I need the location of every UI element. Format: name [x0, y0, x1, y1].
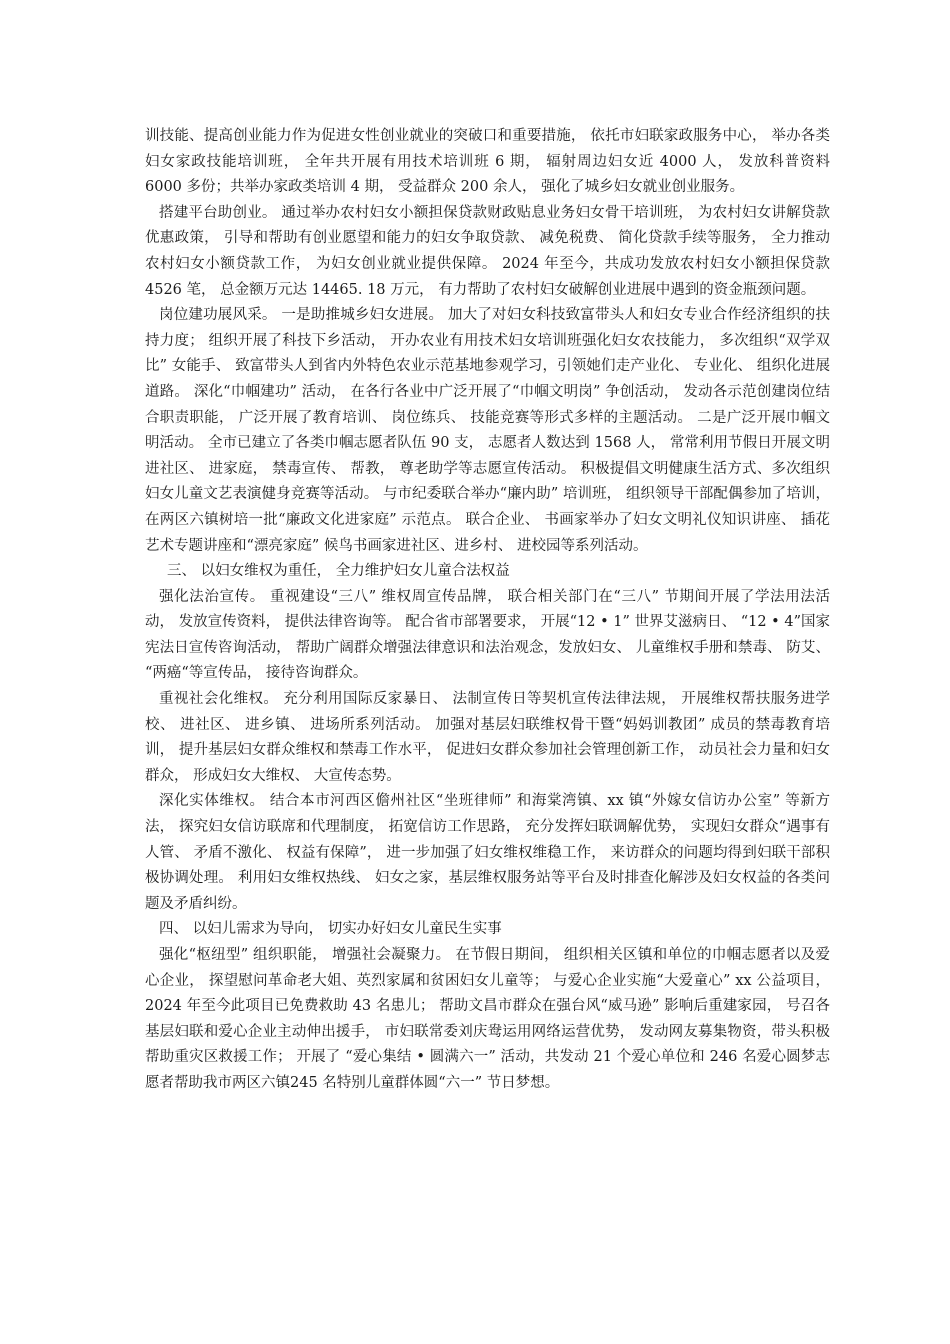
paragraph-hub-function: 强化“枢纽型” 组织职能， 增强社会凝聚力。 在节假日期间， 组织相关区镇和单位的巾帼志愿者以及爱心企业， 探望慰问革命老大姐、英烈家属和贫困妇女儿童等； 与爱心企业实施“大爱童心” xx 公益项目， 2024 年至今此项目已免费救助 43 名患儿； 帮助文昌市群众在强台风“威马逊” 影响后重建家园， 号召各基层妇联和爱心企业主动伸出援手， 市妇联常委刘庆鸯运用网络运营优势， 发动网友募集物资，带头积极帮助重灾区救援工作； 开展了 “爱心集结 • 圆满六一” 活动，共发动 21 个爱心单位和 246 名爱心圆梦志愿者帮助我市两区六镇245 名特别儿童群体圆“六一” 节日梦想。 — [145, 947, 830, 1091]
paragraph-platform-entrepreneurship: 搭建平台助创业。 通过举办农村妇女小额担保贷款财政贴息业务妇女骨干培训班， 为农村妇女讲解贷款优惠政策， 引导和帮助有创业愿望和能力的妇女争取贷款、 减免税费、 简化贷款手续等服务， 全力推动农村妇女小额贷款工作， 为妇女创业就业提供保障。 2024 年至今，共成功发放农村妇女小额担保贷款 4526 笔， 总金额万元达 14465. 18 万元， 有力帮助了农村妇女破解创业进展中遇到的资金瓶颈问题。 — [145, 204, 830, 298]
paragraph-post-achievement: 岗位建功展风采。 一是助推城乡妇女进展。 加大了对妇女科技致富带头人和妇女专业合作经济组织的扶持力度； 组织开展了科技下乡活动， 开办农业有用技术妇女培训班强化妇女农技能力， 多次组织“双学双比” 女能手、 致富带头人到省内外特色农业示范基地参观学习，引领她们走产业化、 专业化、 组织化进展道路。 深化“巾帼建功” 活动， 在各行各业中广泛开展了“巾帼文明岗” 争创活动， 发动各示范创建岗位结合职责职能， 广泛开展了教育培训、 岗位练兵、 技能竞赛等形式多样的主题活动。 二是广泛开展巾帼文明活动。 全市已建立了各类巾帼志愿者队伍 90 支， 志愿者人数达到 1568 人， 常常利用节假日开展文明进社区、 进家庭， 禁毒宣传、 帮教， 尊老助学等志愿宣传活动。 积极提倡文明健康生活方式、多次组织妇女儿童文艺表演健身竞赛等活动。 与市纪委联合举办“廉内助” 培训班， 组织领导干部配偶参加了培训， 在两区六镇树培一批“廉政文化进家庭” 示范点。 联合企业、 书画家举办了妇女文明礼仪知识讲座、 插花艺术专题讲座和“漂亮家庭” 候鸟书画家进社区、进乡村、 进校园等系列活动。 — [145, 307, 830, 554]
document-body — [145, 124, 830, 1097]
paragraph-entity-rights: 深化实体维权。 结合本市河西区儋州社区“坐班律师” 和海棠湾镇、xx 镇“外嫁女信访办公室” 等新方法， 探究妇女信访联席和代理制度， 拓宽信访工作思路， 充分发挥妇联调解优势， 实现妇女群众“遇事有人管、 矛盾不激化、 权益有保障”， 进一步加强了妇女维权维稳工作， 来访群众的问题均得到妇联干部积极协调处理。 利用妇女维权热线、 妇女之家，基层维权服务站等平台及时排查化解涉及妇女权益的各类问题及矛盾纠纷。 — [145, 793, 830, 912]
paragraph-social-rights: 重视社会化维权。 充分利用国际反家暴日、 法制宣传日等契机宣传法律法规， 开展维权帮扶服务进学校、 进社区、 进乡镇、 进场所系列活动。 加强对基层妇联维权骨干暨“妈妈训教团” 成员的禁毒教育培训， 提升基层妇女群众维权和禁毒工作水平， 促进妇女群众参加社会管理创新工作， 动员社会力量和妇女群众， 形成妇女大维权、 大宣传态势。 — [145, 691, 830, 784]
paragraph-training-skills: 训技能、提高创业能力作为促进女性创业就业的突破口和重要措施， 依托市妇联家政服务中心， 举办各类妇女家政技能培训班， 全年共开展有用技术培训班 6 期， 辐射周边妇女近 4000 人， 发放科普资料 6000 多份；共举办家政类培训 4 期， 受益群众 200 余人， 强化了城乡妇女就业创业服务。 — [145, 128, 830, 196]
paragraph-legal-publicity: 强化法治宣传。 重视建设“三八” 维权周宣传品牌， 联合相关部门在“三八” 节期间开展了学法用法活动， 发放宣传资料， 提供法律咨询等。 配合省市部署要求， 开展“12 • 1” 世界艾滋病日、 “12 • 4”国家宪法日宣传咨询活动， 帮助广阔群众增强法律意识和法治观念，发放妇女、 儿童维权手册和禁毒、 防艾、 “两癌“等宣传品， 接待咨询群众。 — [145, 588, 830, 682]
section-heading-4: 四、 以妇儿需求为导向， 切实办好妇女儿童民生实事 — [159, 921, 502, 938]
section-heading-3: 三、 以妇女维权为重任， 全力维护妇女儿童合法权益 — [167, 563, 510, 580]
